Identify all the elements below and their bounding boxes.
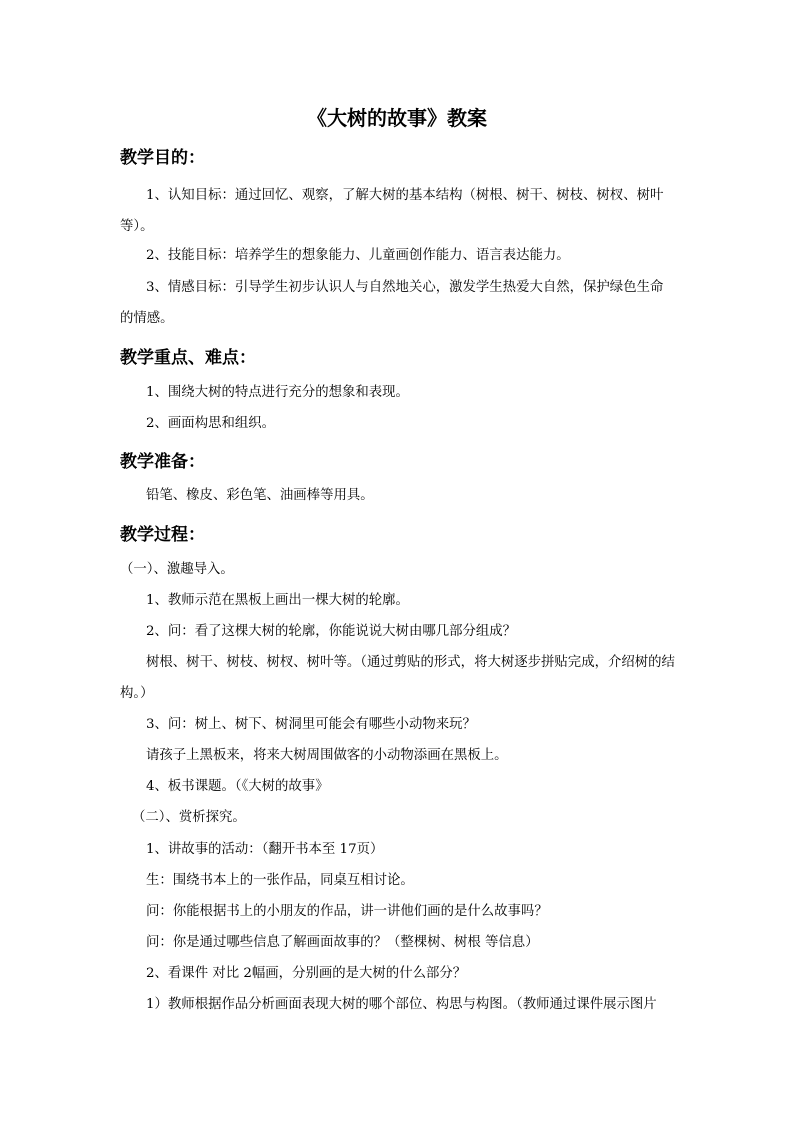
process-part1-item-5: 请孩子上黑板来，将来大树周围做客的小动物添画在黑板上。 — [146, 748, 508, 763]
key-point-item-2: 2、画面构思和组织。 — [146, 416, 276, 431]
goal-item-2: 2、技能目标：培养学生的想象能力、儿童画创作能力、语言表达能力。 — [146, 248, 570, 263]
process-part1-item-4: 3、问：树上、树下、树洞里可能会有哪些小动物来玩？ — [146, 717, 476, 732]
heading-goals: 教学目的： — [120, 148, 205, 168]
process-part2-label: （二）、赏析探究。 — [132, 810, 246, 825]
document-title: 《大树的故事》教案 — [307, 106, 487, 130]
goal-item-1: 1、认知目标：通过回忆、观察，了解大树的基本结构（树根、树干、树枝、树杈、树叶等）。 — [120, 188, 664, 234]
process-part2-item-6: 1）教师根据作品分析画面表现大树的哪个部位、构思与构图。（教师通过课件展示图片 — [146, 997, 657, 1012]
process-part1-item-2: 2、问：看了这棵大树的轮廓，你能说说大树由哪几部分组成？ — [146, 624, 517, 639]
preparation-item-1: 铅笔、橡皮、彩色笔、油画棒等用具。 — [146, 488, 374, 503]
process-part1-item-3: 树根、树干、树枝、树杈、树叶等。（通过剪贴的形式，将大树逐步拼贴完成，介绍树的结构。） — [120, 655, 675, 701]
key-point-item-1: 1、围绕大树的特点进行充分的想象和表现。 — [146, 385, 409, 400]
process-part2-item-4: 问：你是通过哪些信息了解画面故事的？（整棵树、树根 等信息） — [146, 935, 539, 950]
heading-key-points: 教学重点、难点： — [120, 348, 256, 368]
process-part2-item-3: 问：你能根据书上的小朋友的作品，讲一讲他们画的是什么故事吗？ — [146, 904, 548, 919]
goal-item-3: 3、情感目标：引导学生初步认识人与自然地关心，激发学生热爱大自然，保护绿色生命的情感。 — [120, 280, 664, 326]
process-part2-item-1: 1、讲故事的活动：（翻开书本至 17页） — [146, 842, 384, 857]
heading-process: 教学过程： — [120, 525, 205, 545]
process-part1-item-6: 4、板书课题。（《大树的故事》 — [146, 779, 329, 794]
process-part1-label: （一）、激趣导入。 — [120, 562, 234, 577]
process-part2-item-5: 2、看课件 对比 2幅画，分别画的是大树的什么部分？ — [146, 966, 467, 981]
heading-preparation: 教学准备： — [120, 452, 205, 472]
process-part2-item-2: 生：围绕书本上的一张作品，同桌互相讨论。 — [146, 873, 414, 888]
process-part1-item-1: 1、教师示范在黑板上画出一棵大树的轮廓。 — [146, 593, 409, 608]
